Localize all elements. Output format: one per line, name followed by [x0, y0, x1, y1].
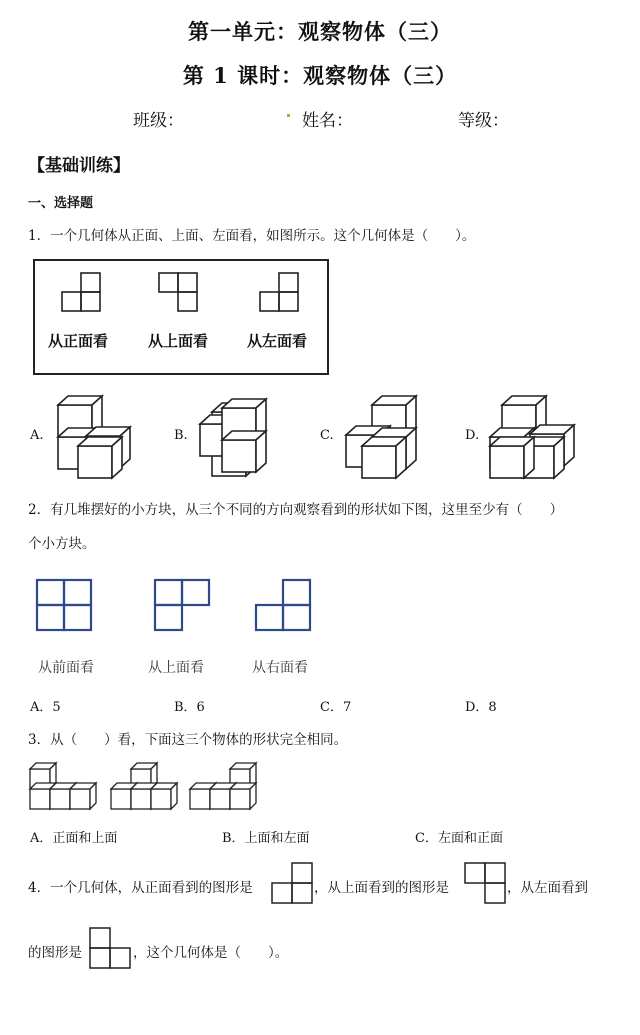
q2-text-line1: 2．有几堆摆好的小方块，从三个不同的方向观察看到的形状如下图，这里至少有（ ） [28, 502, 564, 518]
q2-option-b[interactable]: B．6 [174, 700, 205, 715]
q2-view-label-front: 从前面看 [38, 660, 94, 676]
q4-text-part1: 4．一个几何体，从正面看到的图形是 [28, 880, 253, 896]
lesson-title: 第 1 课时：观察物体（三） [182, 63, 458, 88]
q3-option-b[interactable]: B．上面和左面 [222, 831, 310, 846]
part-title: 一、选择题 [28, 196, 94, 211]
class-label: 班级： [133, 111, 184, 131]
q3-option-a[interactable]: A．正面和上面 [30, 831, 118, 846]
q2-option-a[interactable]: A．5 [30, 700, 61, 715]
q1-option-b-label[interactable]: B. [174, 428, 188, 443]
q2-view-label-right: 从右面看 [252, 660, 308, 676]
q4-left-view-grid [90, 928, 130, 968]
grade-label: 等级： [458, 111, 509, 131]
q3-option-c[interactable]: C．左面和正面 [415, 831, 503, 846]
q4-text-part2: ，从上面看到的图形是 [314, 880, 449, 896]
section-title: 【基础训练】 [28, 156, 130, 176]
q1-text: 1．一个几何体从正面、上面、左面看，如图所示。这个几何体是（ ）。 [28, 228, 476, 244]
q3-text: 3．从（ ）看，下面这三个物体的形状完全相同。 [28, 732, 348, 748]
q1-view-label-top: 从上面看 [148, 332, 209, 350]
q1-option-c-label[interactable]: C. [320, 428, 334, 443]
unit-title: 第一单元：观察物体（三） [188, 19, 452, 44]
q4-front-view-grid [272, 863, 312, 903]
q2-text-line2: 个小方块。 [28, 536, 96, 552]
q4-text-line2-part2: ，这个几何体是（ ）。 [133, 945, 289, 961]
q2-option-d[interactable]: D．8 [465, 700, 497, 715]
q2-option-c[interactable]: C．7 [320, 700, 352, 715]
q1-option-d-label[interactable]: D. [465, 428, 480, 443]
name-label: 姓名： [302, 111, 353, 131]
q2-view-label-top: 从上面看 [148, 660, 204, 676]
q4-text-line2-part1: 的图形是 [28, 945, 82, 961]
q4-text-part3: ，从左面看到 [507, 880, 588, 896]
q4-top-view-grid [465, 863, 505, 903]
q1-option-a-label[interactable]: A. [30, 428, 44, 443]
q1-view-label-front: 从正面看 [48, 332, 109, 350]
q1-view-label-left: 从左面看 [247, 332, 308, 350]
